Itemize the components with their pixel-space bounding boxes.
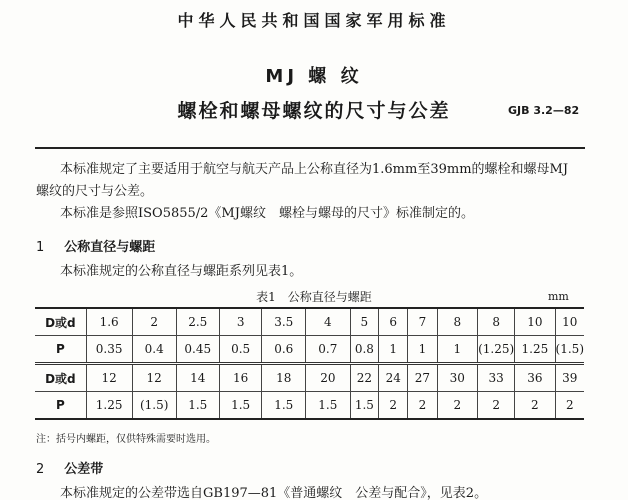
- table-cell: 0.45: [176, 336, 219, 364]
- title-line-1: MJ 螺 纹: [265, 66, 363, 87]
- table-cell: 8: [478, 308, 515, 336]
- table-cell: (1.25): [478, 336, 515, 364]
- diameter-pitch-table: [35, 307, 584, 420]
- row-header-cell: D或d: [35, 364, 86, 392]
- table-cell: 1: [408, 336, 437, 364]
- table-cell: 39: [555, 364, 584, 392]
- section-2-heading: [36, 458, 103, 477]
- table-cell: 14: [176, 364, 219, 392]
- table-cell: 3: [219, 308, 262, 336]
- row-header-cell: D或d: [35, 308, 86, 336]
- section-title: 公称直径与螺距: [64, 240, 156, 255]
- section-1-text: 本标准规定的公称直径与螺距系列见表1。: [60, 264, 303, 279]
- table-cell: 0.6: [262, 336, 306, 364]
- table-cell: 1: [437, 336, 478, 364]
- section-title: 公差带: [64, 462, 104, 477]
- section-number: 1: [36, 240, 45, 255]
- table-cell: 0.8: [350, 336, 379, 364]
- table-cell: 10: [515, 308, 555, 336]
- table-row: [35, 364, 584, 392]
- standard-header: 中华人民共和国国家军用标准: [177, 11, 451, 30]
- table-cell: 8: [437, 308, 478, 336]
- table-cell: 0.35: [86, 336, 132, 364]
- table-cell: 2: [478, 392, 515, 420]
- table-cell: 33: [478, 364, 515, 392]
- table-cell: 0.5: [219, 336, 262, 364]
- table-cell: 22: [350, 364, 379, 392]
- title-line-2: 螺栓和螺母螺纹的尺寸与公差: [177, 100, 451, 122]
- table-cell: 2: [437, 392, 478, 420]
- table-cell: 0.7: [306, 336, 351, 364]
- section-2-text: 本标准规定的公差带选自GB197—81《普通螺纹 公差与配合》，见表2。: [60, 486, 488, 500]
- table-cell: 5: [350, 308, 379, 336]
- table-cell: 24: [379, 364, 408, 392]
- table-cell: 27: [408, 364, 437, 392]
- section-number: 2: [36, 462, 45, 477]
- table-row: [35, 308, 584, 336]
- table-cell: 1.5: [262, 392, 306, 420]
- section-1-heading: [36, 236, 155, 255]
- intro-reference: 本标准是参照ISO5855/2《MJ螺纹 螺栓与螺母的尺寸》标准制定的。: [60, 206, 474, 221]
- table-cell: 16: [219, 364, 262, 392]
- table-cell: 1.5: [176, 392, 219, 420]
- table-cell: 12: [132, 364, 176, 392]
- table-cell: (1.5): [555, 336, 584, 364]
- table-caption: 表1 公称直径与螺距: [256, 290, 372, 304]
- standard-number: GJB 3.2—82: [508, 104, 580, 117]
- divider: [35, 147, 585, 149]
- table-cell: 1: [379, 336, 408, 364]
- table-cell: 3.5: [262, 308, 306, 336]
- table-cell: 36: [515, 364, 555, 392]
- table-unit: mm: [548, 290, 569, 303]
- row-header-cell: P: [35, 336, 86, 364]
- intro-paragraph-cont: 螺纹的尺寸与公差。: [36, 184, 154, 199]
- table-cell: 7: [408, 308, 437, 336]
- table-cell: 1.25: [86, 392, 132, 420]
- table-cell: 18: [262, 364, 306, 392]
- table-cell: 6: [379, 308, 408, 336]
- table-cell: 2: [408, 392, 437, 420]
- table-cell: 2: [515, 392, 555, 420]
- table-cell: 2.5: [176, 308, 219, 336]
- table-cell: 0.4: [132, 336, 176, 364]
- table-cell: (1.5): [132, 392, 176, 420]
- table-cell: 4: [306, 308, 351, 336]
- table-note: 注：括号内螺距，仅供特殊需要时选用。: [36, 434, 216, 445]
- table-cell: 12: [86, 364, 132, 392]
- table-cell: 1.5: [219, 392, 262, 420]
- intro-paragraph: 本标准规定了主要适用于航空与航天产品上公称直径为1.6mm至39mm的螺栓和螺母MJ: [60, 162, 569, 177]
- table-cell: 1.5: [350, 392, 379, 420]
- table-cell: 20: [306, 364, 351, 392]
- table-cell: 1.6: [86, 308, 132, 336]
- table-cell: 2: [379, 392, 408, 420]
- table-cell: 10: [555, 308, 584, 336]
- table-cell: 1.25: [515, 336, 555, 364]
- table-cell: 1.5: [306, 392, 351, 420]
- table-row: [35, 336, 584, 364]
- row-header-cell: P: [35, 392, 86, 420]
- table-cell: 30: [437, 364, 478, 392]
- table-row: [35, 392, 584, 420]
- table-cell: 2: [555, 392, 584, 420]
- table-cell: 2: [132, 308, 176, 336]
